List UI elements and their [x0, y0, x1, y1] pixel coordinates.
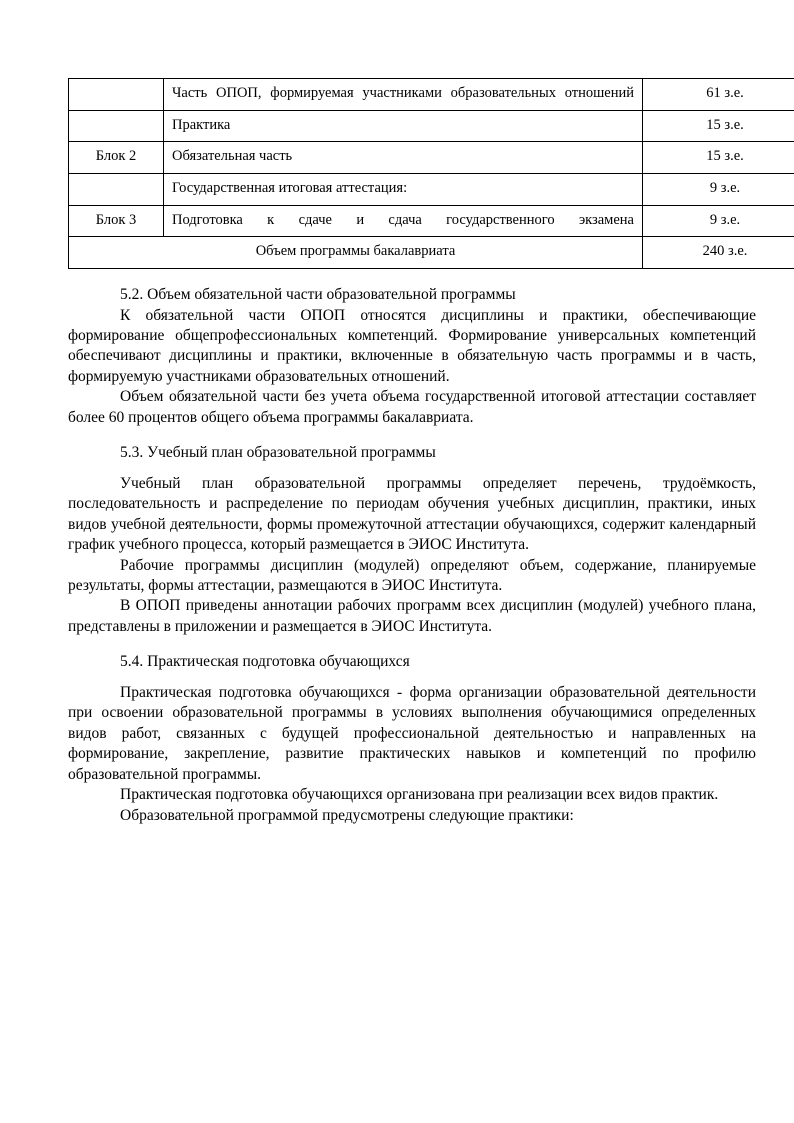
paragraph: Учебный план образовательной программы определяет перечень, трудоёмкость, последовательность и распределение по периодам обучения учебных дисциплин, практики, иных видов учебной деятельности, формы промежуточной аттестации обучающихся, содержит календарный график учебного процесса, который размещается в ЭИОС Института. — [68, 474, 756, 554]
spacer — [68, 637, 756, 652]
spacer — [68, 464, 756, 474]
paragraph: Образовательной программой предусмотрены следующие практики: — [120, 806, 574, 824]
table-cell-name: Подготовка к сдаче и сдача государственного экзамена — [164, 205, 643, 237]
paragraph: Практическая подготовка обучающихся организована при реализации всех видов практик. — [120, 786, 719, 804]
table-cell-value: 9 з.е. — [643, 174, 794, 206]
spacer — [68, 269, 756, 285]
table-cell-block: Блок 3 — [69, 205, 164, 237]
table-cell-total-label: Объем программы бакалавриата — [69, 237, 643, 269]
table-cell-value: 15 з.е. — [643, 142, 794, 174]
paragraph: Практическая подготовка обучающихся - форма организации образовательной деятельности при освоении образовательной программы в условиях выполнения обучающимися определенных видов работ, связанных с будущей профессиональной деятельностью и направленных на формирование, закрепление, развитие практических навыков и компетенций по профилю образовательной программы. — [68, 683, 756, 783]
table-row — [69, 174, 794, 206]
table-cell-name: Государственная итоговая аттестация: — [164, 174, 643, 206]
section-5-2 — [68, 285, 756, 428]
table-cell-block: Блок 2 — [69, 142, 164, 174]
spacer — [68, 428, 756, 443]
table-cell-value: 61 з.е. — [643, 79, 794, 111]
table-cell-name: Практика — [164, 110, 643, 142]
table-cell-value: 15 з.е. — [643, 110, 794, 142]
table-cell-block — [69, 79, 164, 111]
section-heading: 5.4. Практическая подготовка обучающихся — [120, 653, 410, 671]
table-cell-value: 9 з.е. — [643, 205, 794, 237]
table-cell-name: Часть ОПОП, формируемая участниками образовательных отношений — [164, 79, 643, 111]
section-5-4 — [68, 652, 756, 826]
paragraph: В ОПОП приведены аннотации рабочих программ всех дисциплин (модулей) учебного плана, представлены в приложении и размещается в ЭИОС Института. — [68, 597, 756, 635]
paragraph: Объем обязательной части без учета объема государственной итоговой аттестации составляет более 60 процентов общего объема программы бакалавриата. — [68, 388, 756, 426]
table-cell-block — [69, 174, 164, 206]
table-row — [69, 110, 794, 142]
spacer — [68, 673, 756, 683]
section-heading: 5.2. Объем обязательной части образовательной программы — [120, 286, 516, 304]
table-row — [69, 142, 794, 174]
paragraph: Рабочие программы дисциплин (модулей) определяют объем, содержание, планируемые результаты, формы аттестации, размещаются в ЭИОС Института. — [68, 556, 756, 595]
section-heading: 5.3. Учебный план образовательной программы — [120, 444, 436, 462]
section-5-3 — [68, 443, 756, 637]
table-cell-total-value: 240 з.е. — [643, 237, 794, 269]
program-volume-table — [68, 78, 794, 269]
table-row — [69, 205, 794, 237]
paragraph: К обязательной части ОПОП относятся дисциплины и практики, обеспечивающие формирование общепрофессиональных компетенций. Формирование универсальных компетенций обеспечивают дисциплины и практики, включенные в обязательную часть программы и в часть, формируемую участниками образовательных отношений. — [68, 306, 756, 385]
table-row — [69, 79, 794, 111]
table-row-total — [69, 237, 794, 269]
table-cell-block — [69, 110, 164, 142]
table-cell-name: Обязательная часть — [164, 142, 643, 174]
